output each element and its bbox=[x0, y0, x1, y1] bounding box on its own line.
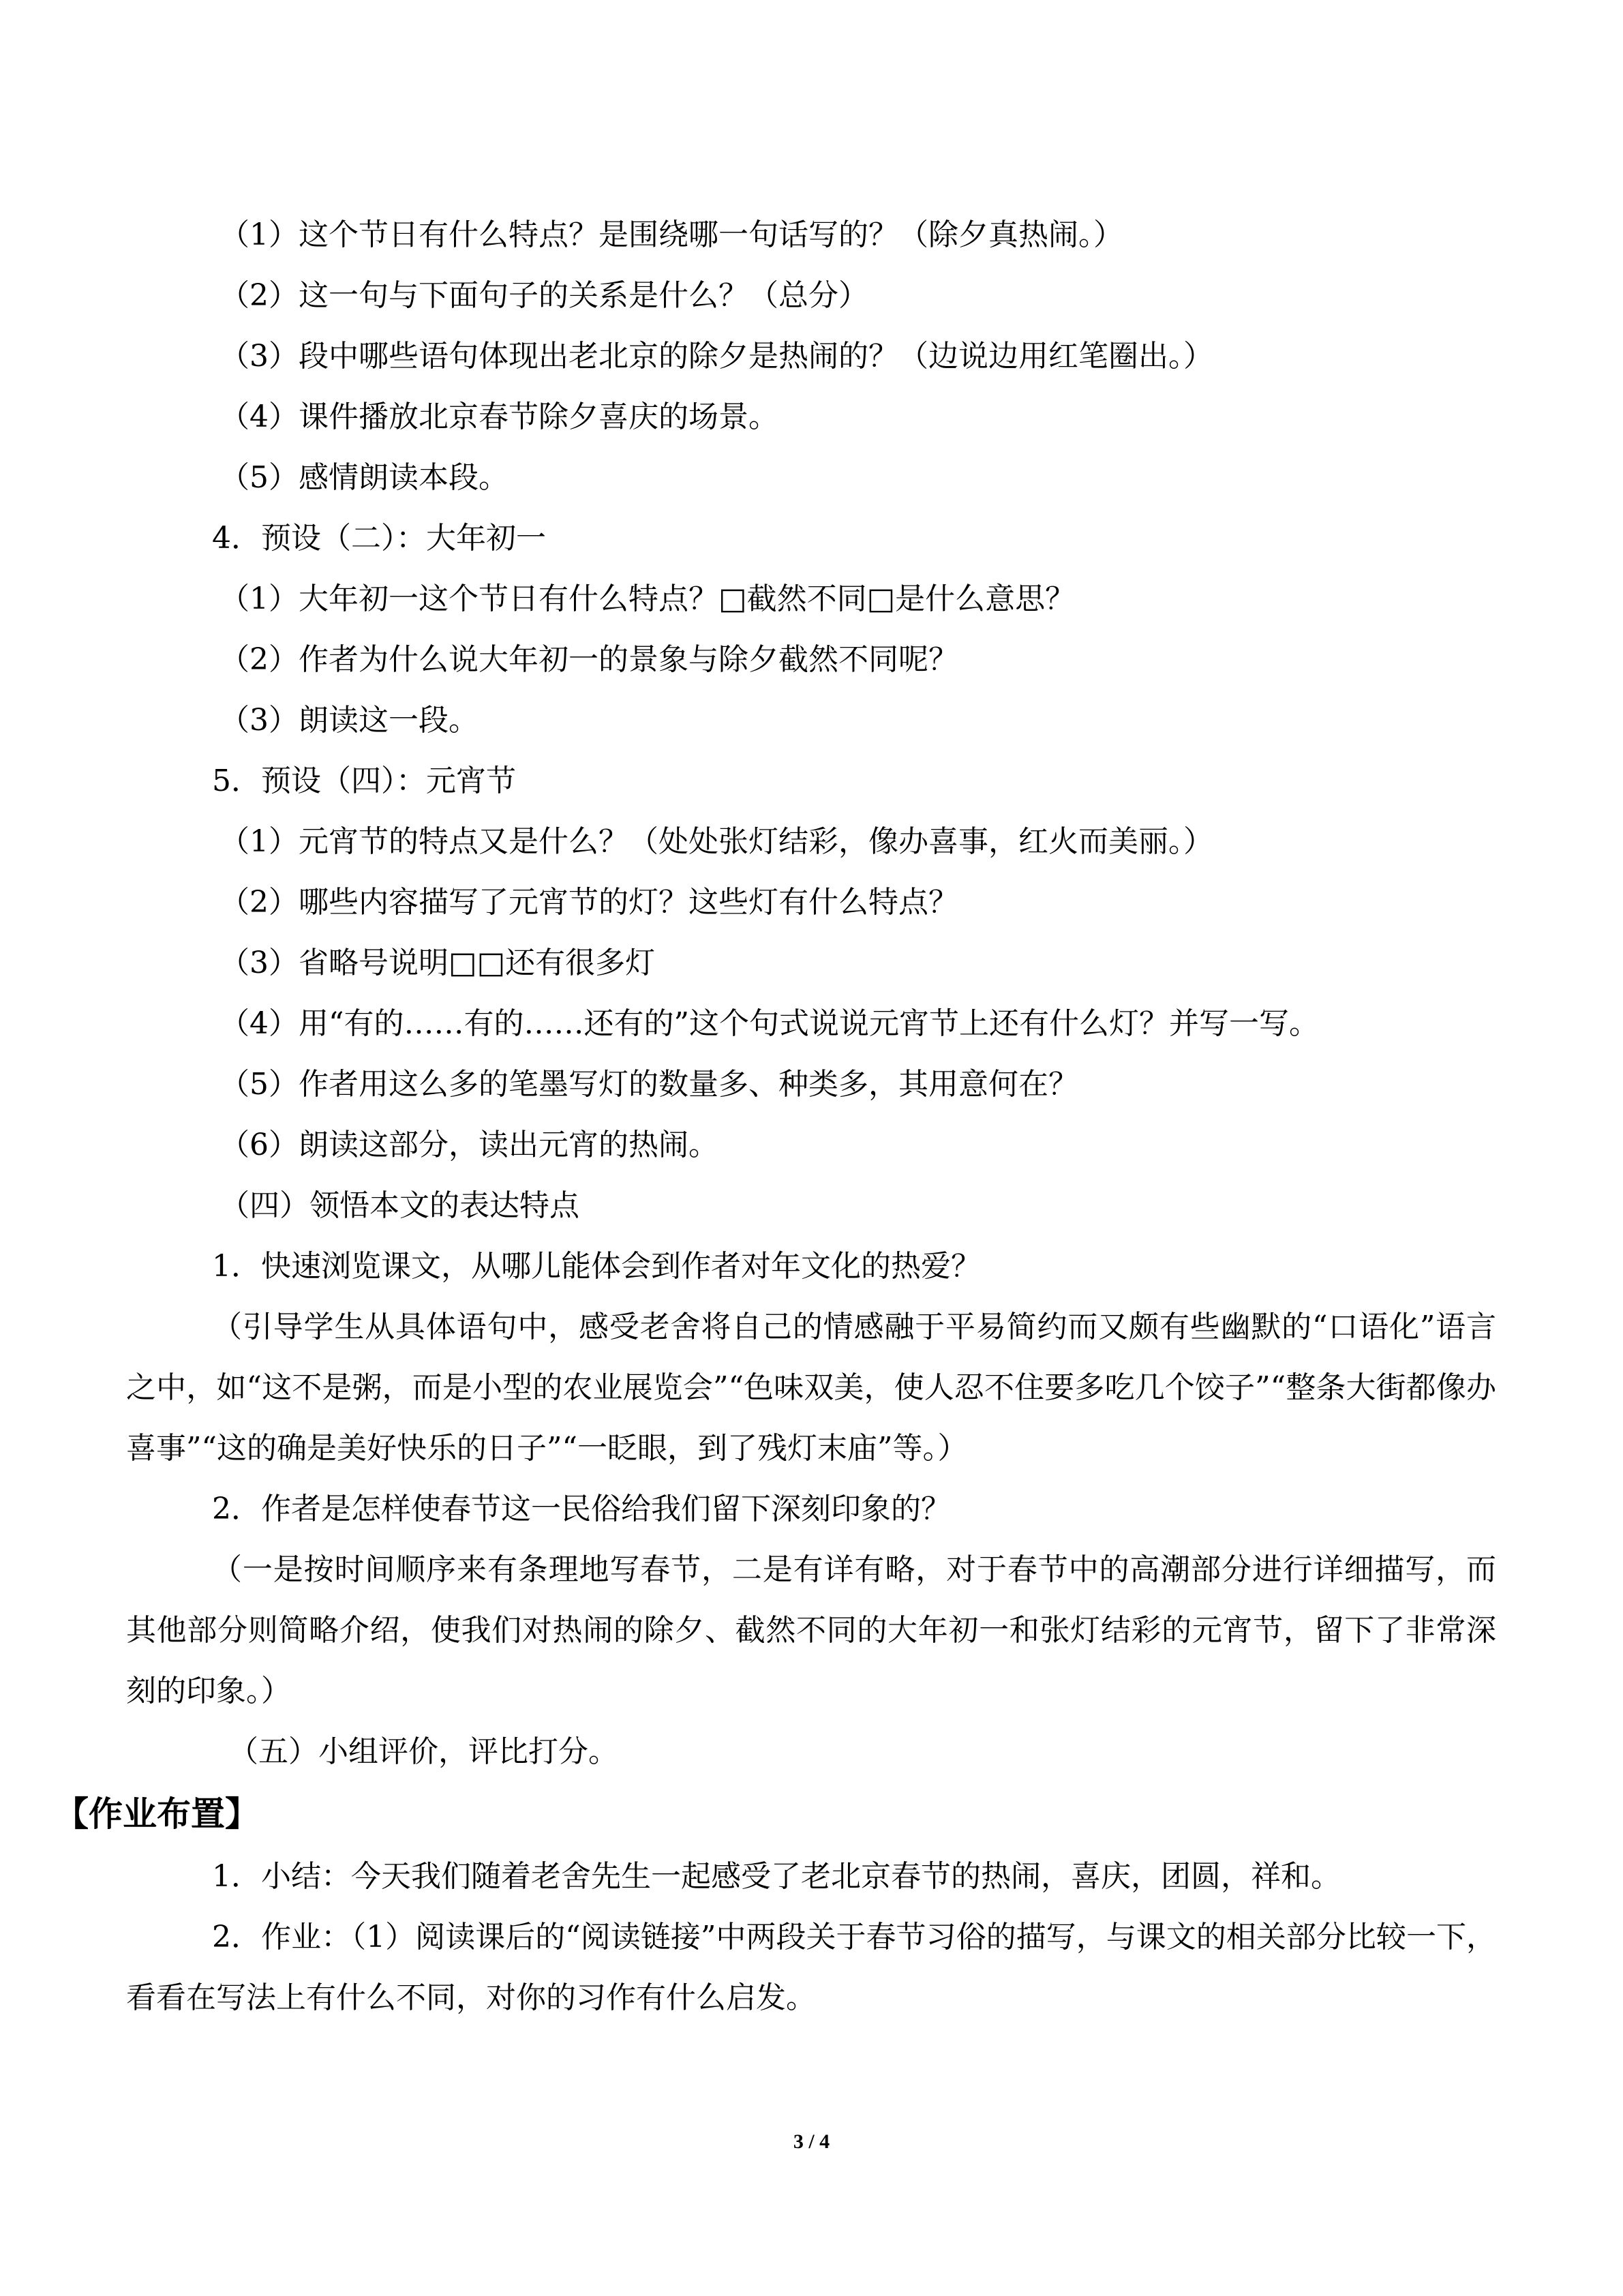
question-line: （4）用“有的……有的……还有的”这个句式说说元宵节上还有什么灯？并写一写。 bbox=[219, 1006, 1319, 1041]
question-line: （6）朗读这部分，读出元宵的热闹。 bbox=[219, 1128, 718, 1162]
question-line: （1）大年初一这个节日有什么特点？□截然不同□是什么意思？ bbox=[219, 581, 1076, 616]
question-line: （3）段中哪些语句体现出老北京的除夕是热闹的？（边说边用红笔圈出。） bbox=[219, 339, 1213, 374]
question-line: （2）哪些内容描写了元宵节的灯？这些灯有什么特点？ bbox=[219, 885, 958, 920]
section-line: （四）领悟本文的表达特点 bbox=[219, 1188, 579, 1223]
explanation-paragraph: （一是按时间顺序来有条理地写春节，二是有详有略，对于春节中的高潮部分进行详细描写，而其他部分则简略介绍，使我们对热闹的除夕、截然不同的大年初一和张灯结彩的元宵节，留下了非常深刻的印象。） bbox=[126, 1552, 1496, 1708]
homework-heading: 【作业布置】 bbox=[55, 1794, 259, 1834]
question-line: （2）这一句与下面句子的关系是什么？（总分） bbox=[219, 278, 868, 313]
section-line: 2．作者是怎样使春节这一民俗给我们留下深刻印象的？ bbox=[212, 1492, 951, 1526]
question-line: （3）省略号说明□□还有很多灯 bbox=[219, 946, 656, 980]
question-line: （1）元宵节的特点又是什么？（处处张灯结彩，像办喜事，红火而美丽。） bbox=[219, 824, 1213, 859]
homework-item: 2．作业：（1）阅读课后的“阅读链接”中两段关于春节习俗的描写，与课文的相关部分比较一下，看看在写法上有什么不同，对你的习作有什么启发。 bbox=[126, 1920, 1496, 2015]
homework-section bbox=[55, 1782, 1459, 1846]
question-line: （3）朗读这一段。 bbox=[219, 703, 479, 738]
homework-item: 1．小结：今天我们随着老舍先生一起感受了老北京春节的热闹，喜庆，团圆，祥和。 bbox=[212, 1859, 1341, 1894]
explanation-paragraph: （引导学生从具体语句中，感受老舍将自己的情感融于平易简约而又颇有些幽默的“口语化”语言之中，如“这不是粥，而是小型的农业展览会”“色味双美，使人忍不住要多吃几个饺子”“整条大街都像办喜事”“这的确是美好快乐的日子”“一眨眼，到了残灯末庙”等。） bbox=[126, 1310, 1496, 1466]
question-line: （5）作者用这么多的笔墨写灯的数量多、种类多，其用意何在？ bbox=[219, 1067, 1078, 1102]
question-line: （1）这个节日有什么特点？是围绕哪一句话写的？（除夕真热闹。） bbox=[219, 217, 1123, 252]
question-line: （5）感情朗读本段。 bbox=[219, 460, 509, 495]
section-line: 5．预设（四）：元宵节 bbox=[212, 764, 516, 798]
section-line: （五）小组评价，评比打分。 bbox=[228, 1734, 618, 1769]
page-number: 3 / 4 bbox=[793, 2130, 830, 2153]
section-line: 1．快速浏览课文，从哪儿能体会到作者对年文化的热爱？ bbox=[212, 1249, 981, 1284]
question-line: （2）作者为什么说大年初一的景象与除夕截然不同呢？ bbox=[219, 642, 958, 677]
page-body bbox=[55, 205, 1496, 2028]
section-line: 4．预设（二）：大年初一 bbox=[212, 521, 546, 556]
question-line: （4）课件播放北京春节除夕喜庆的场景。 bbox=[219, 399, 778, 434]
